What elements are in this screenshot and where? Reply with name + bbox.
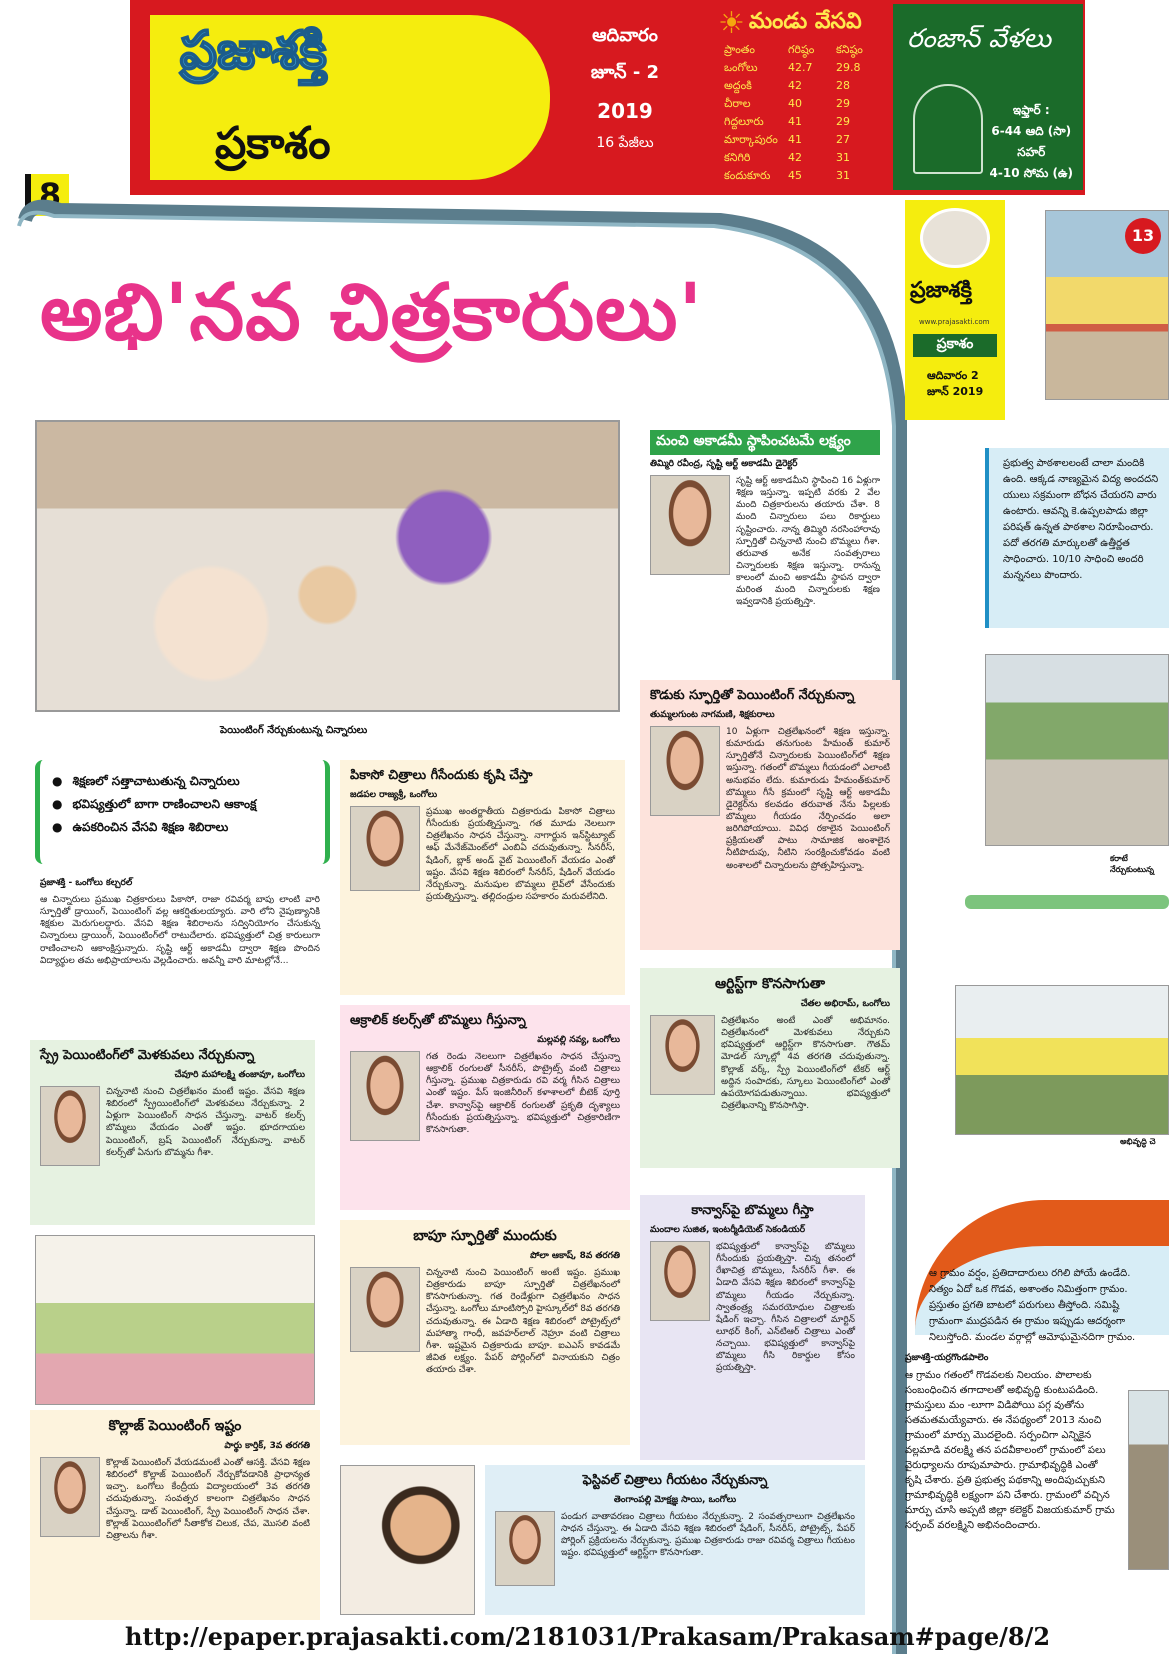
paper-name: ప్రజాశక్తి bbox=[180, 20, 327, 81]
portrait-photo bbox=[40, 1457, 100, 1537]
side-article-box: ప్రభుత్వ పాఠశాలలంటే చాలా మందికి ఉంది. ఆక్కడ నాణ్యమైన విద్య అందదని యులు సక్రమంగా బోధన చేయరని వారు ఉంటారు. ఆవన్ని కె.ఉప్పలపాడు జిల్లా పరిషత్ ఉన్నత పాఠశాల నిరూపించారు. పదో తరగతి మార్కులతో ఉత్తీర్ణత సాధించారు. 10/10 సాధించి అందరి మన్ననలు పొందారు. bbox=[985, 448, 1169, 628]
article-body: పండుగ వాతావరణం చిత్రాలు గీయటం నేర్చుకున్నా. 2 సంవత్సరాలుగా చిత్రలేఖనం సాధన చేస్తున్నా. ఈ ఏడాది వేసవి శిక్షణ శిబిరంలో షేడింగ్, సీనరీస్, పోట్రైట్స్, పేపర్ పోర్లింగ్ ప్రక్రియలను నేర్చుకున్నా. ప్రముఖ చిత్రకారుడు రాజా రవివర్మ చిత్రాలు గీయటం ఇష్టం. భవిష్యత్తులో ఆర్టిస్ట్‌గా కొనసాగుతా. bbox=[561, 1512, 855, 1559]
article-acrylic bbox=[340, 1005, 630, 1210]
weather-row: కనిగిరి 42 31 bbox=[724, 151, 850, 164]
article-festival bbox=[485, 1465, 865, 1615]
article-title: కొడుకు స్ఫూర్తితో పెయింటింగ్ నేర్చుకున్నా bbox=[650, 688, 855, 703]
portrait-photo bbox=[650, 475, 730, 575]
weather-title: మండు వేసవి bbox=[748, 8, 862, 34]
weather-table bbox=[718, 4, 888, 190]
article-title: కాన్వాస్‌పై బొమ్మలు గీస్తా bbox=[691, 1203, 814, 1218]
article-academy bbox=[640, 422, 890, 662]
article-body: గత రెండు నెలలుగా చిత్రలేఖనం సాధన చేస్తున్నా ఆక్రాలిక్ రంగులతో సీనరీస్, పొట్రైట్స్ వంటి చిత్రాలు గీస్తున్నా. ప్రముఖ చిత్రకారుడు రవి వర్మ గీసిన చిత్రాలు ఎంతో ఇష్టం. పేస్ ఇంజినీరింగ్ కళాశాలలో బీటెక్ పూర్తి చేశా. కాన్వాస్‌పై ఆక్రాలిక్ రంగులతో ప్రకృతి దృశ్యాలు గీసేందుకు ప్రయత్నిస్తున్నా. భవిష్యత్తులో చిత్రకారిణిగా కొనసాగుతా. bbox=[426, 1052, 620, 1135]
article-collage bbox=[30, 1410, 320, 1620]
weather-row: ఒంగోలు 42.7 29.8 bbox=[724, 61, 861, 74]
article-body: చిన్ననాటి నుంచి పెయింటింగ్ అంటే ఇష్టం. ప్రముఖ చిత్రకారుడు బాపూ స్ఫూర్తితో చిత్రలేఖనంలో కొనసాగుతున్నా. గత రెండేళ్లుగా చిత్రలేఖనం సాధన చేస్తున్నా. ఒంగోలు మాంటిస్సోరి హైస్కూల్‌లో 8వ తరగతి చదువుతున్నా. ఈ ఏడాది శిక్షణ శిబిరంలో పోట్రైట్స్‌లో మహాత్మా గాంధీ, జవహర్‌లాల్ నెహ్రూ వంటి చిత్రాలు గీశా. ఇష్టమైన చిత్రకారుడు బాపూ. ఐఎఎస్ కావడమే జీవిత లక్ష్యం. పేపర్ పోర్లింగ్‌లో వినాయకుని చిత్రం తయారు చేశా. bbox=[426, 1268, 620, 1376]
portrait-photo bbox=[495, 1511, 555, 1586]
article-body: భవిష్యత్తులో కాన్వాస్‌పై బొమ్మలు గీసేందుకు ప్రయత్నిస్తా. చిన్న తనంలో రేఖాచిత్ర బొమ్మలు, సీనరీస్ గీశా. ఈ ఏడాది వేసవి శిక్షణ శిబిరంలో కాన్వాస్‌పై బొమ్మలు గీయడం నేర్చుకున్నా. స్వాతంత్ర్య సమరయోధుల చిత్రాలకు షేడింగ్ ఇచ్చా. గీసిన చిత్రాలలో మార్టిన్ లూథర్ కింగ్, ఎన్‌టిఆర్ చిత్రాలు ఎంతో నచ్చాయి. భవిష్యత్తులో కాన్వాస్‌పై బొమ్మలు గీసి రికార్డుల కోసం ప్రయత్నిస్తా. bbox=[716, 1242, 855, 1374]
weather-header: ప్రాంతం గరిష్ఠం కనిష్ఠం bbox=[724, 43, 863, 56]
article-title: పికాసో చిత్రాలు గీసేందుకు కృషి చేస్తా bbox=[350, 768, 533, 783]
article-byline: తెంగాంపల్లి మోక్షజ్ఞ సాయి, ఒంగోలు bbox=[613, 1495, 737, 1505]
article-artist bbox=[640, 968, 900, 1168]
footer-url[interactable]: http://epaper.prajasakti.com/2181031/Prakasam/Prakasam#page/8/2 bbox=[125, 1622, 1051, 1651]
side-article: ప్రజాశక్తి-యర్రగొండపాలెం ఆ గ్రామం గతంలో గొడవలకు నిలయం. పొలాలకు సంబంధించిన తగాదాలతో అభివృద్ధి కుంటుపడింది. గ్రామస్తులు మం -లూగా విడిపోయి పగ్గ వుతోను సతమతమయ్యేవారు. ఈ నేపథ్యంలో 2013 నుంచి గ్రామంలో మార్పు మొదలైంది. సర్పంచిగా ఎన్నికైన వల్లమాడి వరలక్ష్మి తన పదవీకాలంలో గ్రామంలో పలు వైరుధ్యాలను రూపుమాపారు. గ్రామాభివృద్ధికి ఎంతో కృషి చేశారు. ప్రతి ప్రభుత్వ పథకాన్ని అందిపుచ్చుకుని గ్రామాభివృద్ధికి లక్ష్యంగా పని చేశారు. గ్రామంలో వచ్చిన మార్పు చూసి అప్పటి జిల్లా కలెక్టర్ విజయకుమార్ గ్రామ సర్పంచ్ వరలక్ష్మిని అభినందించారు. bbox=[905, 1353, 1115, 1531]
article-bapu bbox=[340, 1220, 630, 1445]
article-byline: పోలా ఆకాష్, 8వ తరగతి bbox=[530, 1251, 620, 1261]
side-article-box: ఆ గ్రామం వర్షం, ప్రతిదాదారులు రగిలి పోయే ఉండేది. నిత్యం ఏదో ఒక గొడవ, అశాంతం నిమిత్తంగా గ్రామం. ప్రస్తుతం ప్రగతి బాటలో పరుగులు తీస్తోంది. సమిష్టి గ్రామంగా ముద్రపడిన ఈ గ్రామం ఇప్పుడు ఆదర్శంగా నిలుస్తోంది. మండల వర్గాల్లో ఆమోఘమైనదిగా గ్రామం. bbox=[915, 1200, 1169, 1335]
portrait-photo bbox=[40, 1086, 100, 1166]
date: జూన్ - 2 bbox=[590, 62, 660, 83]
portrait-photo bbox=[350, 1267, 420, 1352]
article-title: కొల్లాజ్ పెయింటింగ్ ఇష్టం bbox=[108, 1418, 242, 1434]
highlight-item: ● శిక్షణలో సత్తాచాటుతున్న చిన్నారులు bbox=[52, 774, 313, 791]
portrait-photo bbox=[350, 1051, 420, 1141]
article-body: 10 ఏళ్లుగా చిత్రలేఖనంలో శిక్షణ ఇస్తున్నా. కుమారుడు తనుగుంట హేమంత్ కుమార్ స్ఫూర్తితోనే చిన్నారులకు పెయింటింగ్‌లో శిక్షణ ఇస్తున్నా. గతంలో బొమ్మలు గీయడంలో ఎలాంటి అనుభవం లేదు. కుమారుడు హేమంత్‌కుమార్ బొమ్మలు గీసే క్రమంలో సృష్టి ఆర్ట్ అకాడమీ డైరెక్టర్‌ను కలవడం తరువాత నేను పిల్లలకు బొమ్మలు గీయడం నేర్పించడం అలా జరిగిపోయాయి. వివిధ రకాలైన పెయింటింగ్ ప్రక్రియలతో పాటు సామాజిక అంశాలైన నీటిపొదుపు, నీటిని సంరక్షించుకోవడం వంటి అంశాలలో చిన్నారులను ప్రోత్సహిస్తున్నా. bbox=[726, 727, 890, 871]
village-photo bbox=[955, 985, 1169, 1135]
article-title: ఆక్రాలిక్ కలర్స్‌తో బొమ్మలు గీస్తున్నా bbox=[350, 1013, 526, 1028]
date-block bbox=[560, 25, 690, 166]
article-byline: చేవూరి మహాలక్ష్మి తంజావూ, ఒంగోలు bbox=[174, 1070, 305, 1080]
article-byline: చేతల అభిరామ్, ఒంగోలు bbox=[800, 999, 890, 1009]
headline: అభి'నవ చిత్రకారులు' bbox=[40, 268, 704, 358]
weather-row: మార్కాపురం 41 27 bbox=[724, 133, 850, 146]
article-byline: జడపల రాజ్యశ్రీ, ఒంగోలు bbox=[350, 790, 438, 800]
article-canvas bbox=[640, 1195, 865, 1460]
weather-row: గిద్దలూరు 41 29 bbox=[724, 115, 850, 128]
article-byline: తుమ్మలగుంట నాగమణి, శిక్షకురాలు bbox=[650, 710, 775, 720]
page-number: 8 bbox=[25, 174, 69, 216]
highlight-item: ● ఉపకరించిన వేసవి శిక్షణ శిబిరాలు bbox=[52, 820, 313, 837]
cow-icon bbox=[920, 208, 990, 268]
article-byline: తిమ్మిరి రవీంద్ర, సృష్టి ఆర్ట్ అకాడమీ డైరెక్టర్ bbox=[650, 459, 798, 469]
page-badge: 13 bbox=[1125, 218, 1161, 254]
article-title: బాపూ స్ఫూర్తితో ముందుకు bbox=[413, 1228, 557, 1244]
mosque-icon bbox=[913, 84, 983, 174]
article-body: ఆ చిన్నారులు ప్రముఖ చిత్రకారులు పికాసో, రాజా రవివర్మ బాపు లాంటి వారి స్ఫూర్తితో డ్రాయింగ్, పెయింటింగ్ వల్ల ఆకర్షితులయ్యారు. వారి లోని నైపుణ్యానికి శిక్షకుల మెరుగులద్దారు. వేసవి శిక్షణ శిబిరాలను సద్వినియోగం చేసుకున్న చిన్నారులు డ్రాయింగ్, పెయింటింగ్‌లో రాటుదేలారు. భవిష్యత్తులో చిత్ర కారులుగా రాణించాలని ఆకాంక్షిస్తున్నారు. సృష్టి ఆర్ట్ అకాడమీ ద్వారా శిక్షణ పొందిన విద్యార్థుల తమ అభిప్రాయాలను వెల్లడించారు. అవన్నీ వారి మాటల్లోనే... bbox=[40, 895, 320, 966]
page-count: 16 పేజీలు bbox=[596, 135, 654, 151]
portrait-photo bbox=[650, 1241, 710, 1321]
photo-caption: కరాటే నేర్చుకుంటున్న bbox=[1110, 854, 1154, 874]
portrait-photo bbox=[350, 806, 420, 891]
portrait-photo bbox=[650, 726, 720, 816]
article-body: కొల్లాజ్ పెయింటింగ్ వేయడమంటే ఎంతో ఆసక్తి. వేసవి శిక్షణ శిబిరంలో కొల్లాజ్ పెయింటింగ్ నేర్చుకోవడానికి ప్రాధాన్యత ఇచ్చా. ఒంగోలు కేంద్రీయ విద్యాలయంలో 3వ తరగతి చదువుతున్నా. సంవత్సర కాలంగా చిత్రలేఖనం సాధన చేస్తున్నా. డాట్ పెయింటింగ్, స్ప్రే పెయింటింగ్ సాధన చేశా. కొల్లాజ్ పెయింటింగ్‌లో సీతాకోక చిలుక, చేప, మొసలి వంటి చిత్రాలను గీశా. bbox=[106, 1458, 310, 1541]
article-title: ఆర్టిస్ట్‌గా కొనసాగుతా bbox=[714, 976, 826, 992]
karate-photo bbox=[985, 654, 1169, 846]
article-spray bbox=[30, 1040, 315, 1225]
article-body: చిన్ననాటి నుంచి చిత్రలేఖనం మంటే ఇష్టం. వేసవి శిక్షణ శిబిరంలో స్ప్రేయింటింగ్‌లో మెళకువలు నేర్చుకున్నా. 2 ఏళ్లుగా పెయింటింగ్ సాధన చేస్తున్నా. వాటర్ కలర్స్ బొమ్మలు వేయడం ఎంతో ఇష్టం. భూదగాయల పెయింటింగ్, బ్రష్ పెయింటింగ్ నేర్చుకున్నా. వాటర్ కలర్స్‌తో ఏనుగు బొమ్మను గీశా. bbox=[106, 1087, 305, 1158]
article-byline: పార్థు కార్తిక్, 3వ తరగతి bbox=[224, 1441, 310, 1451]
painting-illustration bbox=[35, 1235, 315, 1405]
article-title: ఫెస్టివల్ చిత్రాలు గీయటం నేర్చుకున్నా bbox=[582, 1473, 768, 1488]
main-photo bbox=[35, 420, 620, 712]
article-body: సృష్టి ఆర్ట్ అకాడమీని స్థాపించి 16 ఏళ్లుగా శిక్షణ ఇస్తున్నా. ఇప్పటి వరకు 2 వేల మంది చిత్రకారులను తయారు చేశా. 8 మంది చిన్నారులు పలు రికార్డులు సృష్టించారు. నాన్న తిమ్మిరి నరసింహారావు స్ఫూర్తితో చిన్ననాటి నుంచి బొమ్మలు గీశా. తరువాత అనేక సంవత్సరాలు చిన్నారులకు శిక్షణ ఇస్తున్నా. రానున్న కాలంలో మంచి అకాడమీ స్థాపన ద్వారా మరింత మంది చిన్నారులకు శిక్షణ ఇవ్వడానికి ప్రయత్నిస్తా. bbox=[736, 476, 880, 608]
weather-row: అద్దంకి 42 28 bbox=[724, 79, 850, 92]
sun-icon: ☀ bbox=[718, 6, 745, 41]
ramzan-timings-box bbox=[893, 4, 1083, 190]
village-photo bbox=[1128, 1390, 1169, 1570]
portrait-photo bbox=[650, 1015, 715, 1095]
article-title: మంచి అకాడమీ స్థాపించటమే లక్ష్యం bbox=[650, 430, 880, 455]
ramzan-times: ఇఫ్తార్ : 6-44 ఆది (సా) సహర్ 4-10 సోమ (ఉ) bbox=[989, 103, 1073, 180]
article-kodukku bbox=[640, 680, 900, 950]
mother-child-illustration bbox=[340, 1465, 475, 1615]
day: ఆదివారం bbox=[592, 25, 658, 46]
divider bbox=[965, 895, 1169, 909]
main-photo-caption: పెయింటింగ్ నేర్చుకుంటున్న చిన్నారులు bbox=[220, 725, 368, 736]
article-byline: మల్లవల్లి నవ్య, ఒంగోలు bbox=[537, 1035, 620, 1045]
article-body: చిత్రలేఖనం అంటే ఎంతో అభిమానం. చిత్రలేఖనంలో మెళకువలు నేర్చుకుని భవిష్యత్తులో ఆర్టిస్ట్‌గా కొనసాగుతా. గౌతమ్ మోడల్ స్కూల్లో 4వ తరగతి చదువుతున్నా. కొల్లాజ్ వర్క్, స్ప్రే పెయింటింగ్‌లో టేకర్ ఆర్ట్ అద్దిన సంపాదకు, స్కూలు పెయింటింగ్‌లో ఎంతో ఉపయోగపడుతున్నాయి. భవిష్యత్తులో చిత్రలేఖనాన్ని కొనసాగిస్తా. bbox=[721, 1016, 890, 1111]
photo-caption: అభివృద్ధి చె bbox=[1120, 1137, 1156, 1146]
edition-name: ప్రకాశం bbox=[215, 118, 331, 169]
article-intro bbox=[30, 870, 330, 1030]
weather-row: చీరాల 40 29 bbox=[724, 97, 850, 110]
article-picasso bbox=[340, 760, 625, 995]
ramzan-title: రంజాన్ వేళలు bbox=[907, 24, 1052, 54]
highlights-box bbox=[35, 760, 330, 864]
highlight-item: ● భవిష్యత్తులో బాగా రాణించాలని ఆకాంక్ష bbox=[52, 797, 313, 814]
article-byline: ప్రజాశక్తి - ఒంగోలు కల్చరల్ bbox=[40, 878, 133, 888]
weather-row: కందుకూరు 45 31 bbox=[724, 169, 850, 182]
article-body: ప్రముఖ అంతర్జాతీయ చిత్రకారుడు పికాసో చిత్రాలు గీసేందుకు ప్రయత్నిస్తున్నా. గత మూడు నెలలుగా చిత్రలేఖనం సాధన చేస్తున్నా. నాగార్జున ఇన్‌స్టిట్యూట్ ఆఫ్ మేనేజ్‌మెంట్‌లో ఎంబిఏ చదువుతున్నా. సీనరీస్, షేడింగ్, బ్లాక్ అండ్ వైట్ పెయింటింగ్ వేయడం ఎంతో ఇష్టం. వేసవి శిక్షణ శిబిరంలో సీనరీస్, షేడింగ్ వేయడం నేర్చుకున్నా. మనుషుల బొమ్మలు లైవ్‌లో వేసేందుకు ప్రయత్నిస్తున్నా. తల్లిదండ్రుల సహకారం మరువలేనిది. bbox=[426, 807, 615, 902]
article-byline: మందాల సుజిత, ఇంటర్మీడియెట్ సెకండియర్ bbox=[650, 1225, 806, 1235]
year: 2019 bbox=[597, 99, 653, 123]
article-title: స్ప్రే పెయింటింగ్‌లో మెళకువలు నేర్చుకున్నా bbox=[40, 1048, 255, 1063]
side-logo-box: ప్రజాశక్తి www.prajasakti.com ప్రకాశం ఆదివారం 2 జూన్ 2019 bbox=[905, 200, 1005, 420]
